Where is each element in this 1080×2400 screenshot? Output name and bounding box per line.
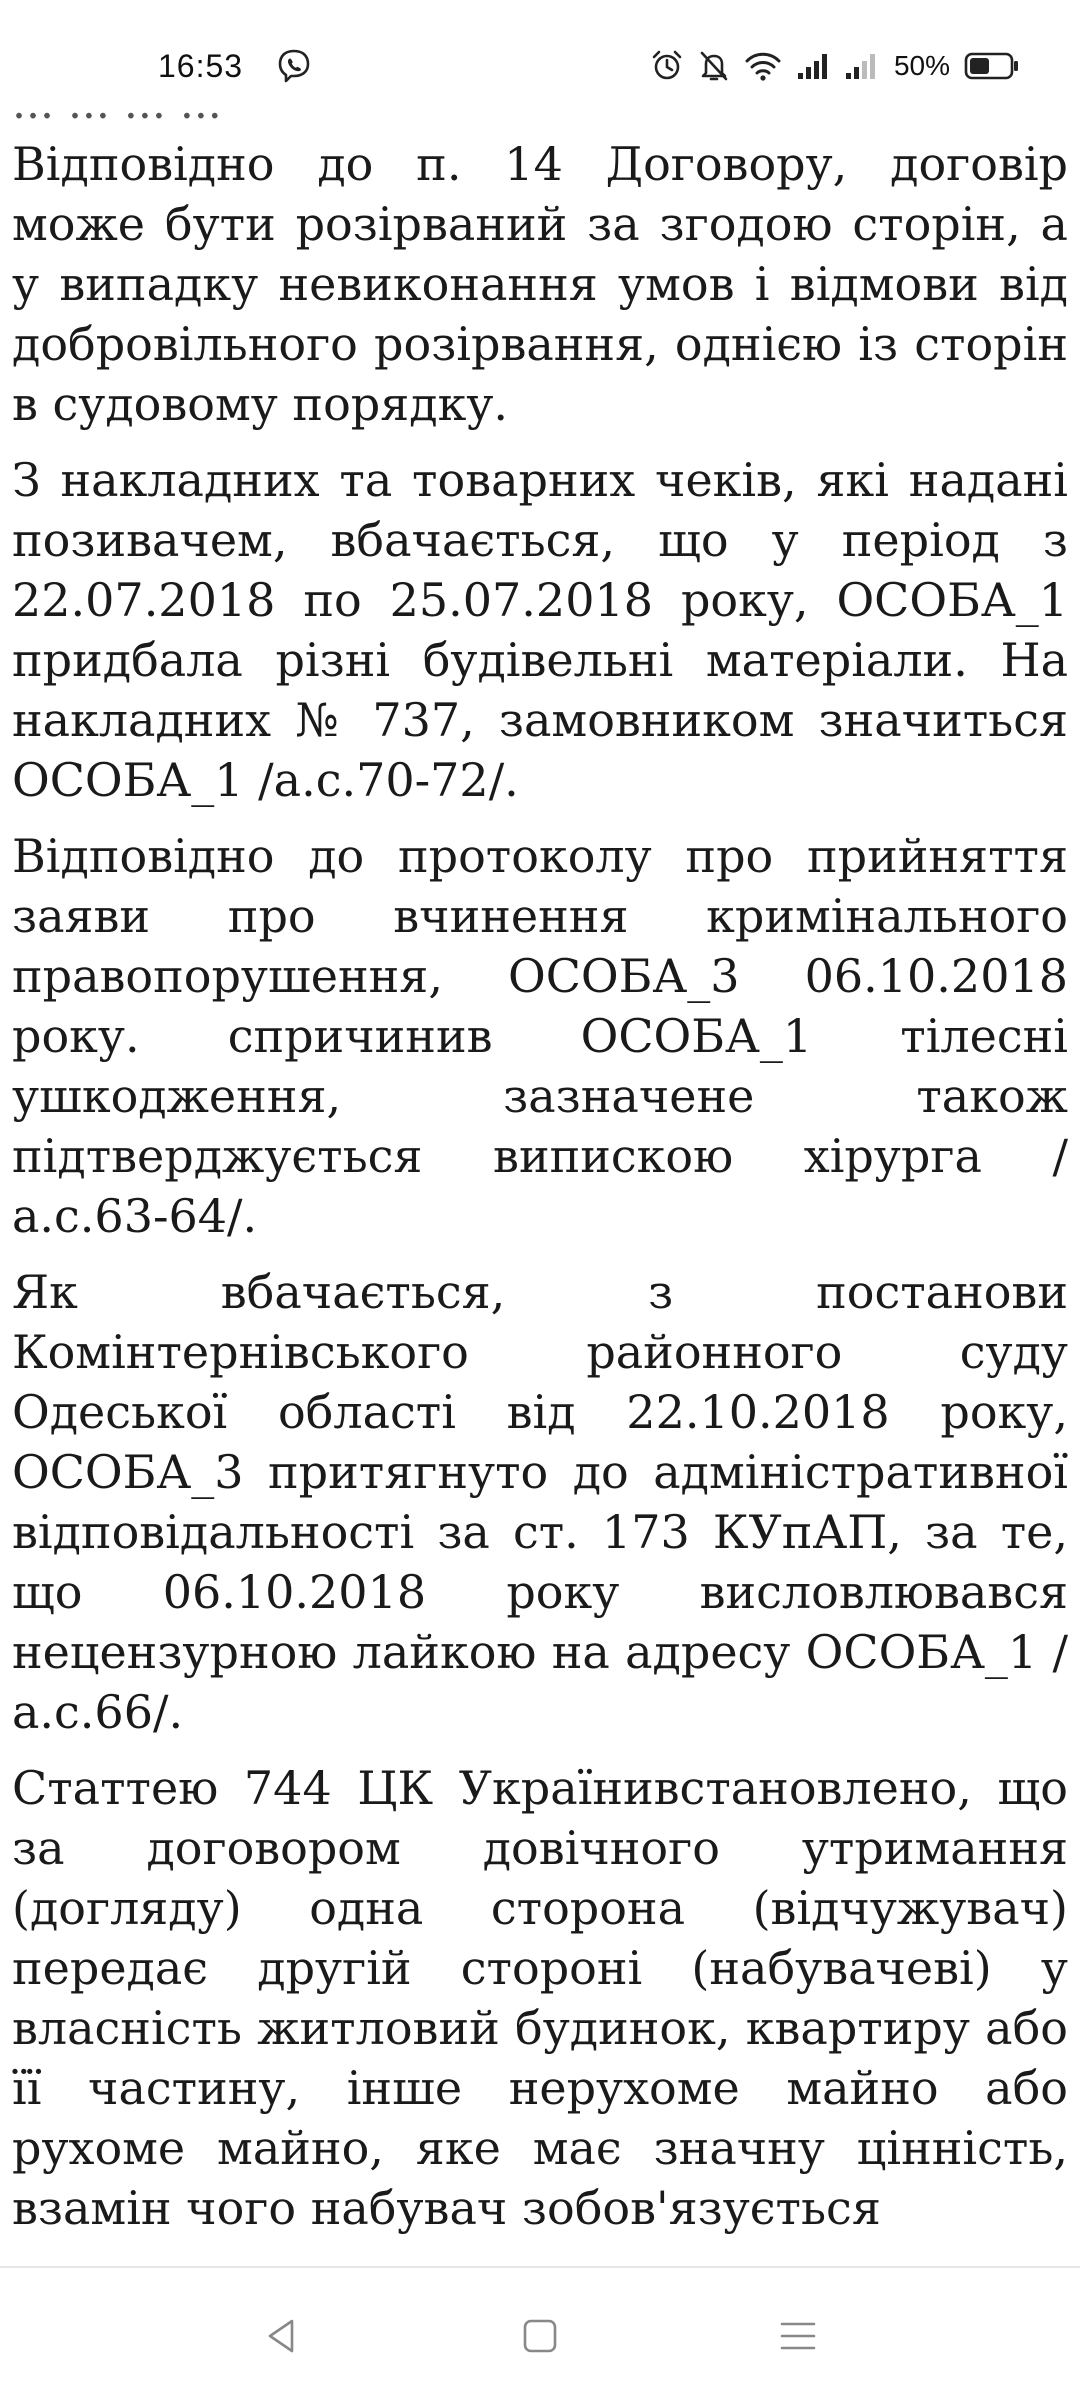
status-time: 16:53 (158, 48, 244, 84)
paragraph-protocol: Відповідно до протоколу про прийняття заяви про вчинення кримінального правопорушення, ОСОБА_3 06.10.2018 року. спричинив ОСОБА_1 тілесні ушкодження, зазначене також підтверджується випискою хірурга / а.с.63-64/. (12, 829, 1068, 1243)
home-button[interactable] (512, 2308, 568, 2364)
signal-icon (796, 51, 830, 81)
navigation-bar (0, 2268, 1080, 2400)
wifi-icon (744, 50, 782, 82)
status-icons (650, 46, 1020, 86)
paragraph-court-resolution: Як вбачається, з постанови Комінтернівського районного суду Одеської області від 22.10.2018 року, ОСОБА_3 притягнуто до адміністративної відповідальності за ст. 173 КУпАП, за те, що 06.10.2018 року висловлювався нецензурною лайкою на адресу ОСОБА_1 /а.с.66/. (12, 1265, 1068, 1739)
paragraph-termination: Відповідно до п. 14 Договору, договір може бути розірваний за згодою сторін, а у випадку невиконання умов і відмови від добровільного розірвання, однією із сторін в судовому порядку. (12, 137, 1068, 431)
back-button[interactable] (254, 2308, 310, 2364)
cut-off-text: ... ... ... ... (12, 78, 222, 129)
signal-icon-2 (844, 51, 878, 81)
battery-icon (964, 51, 1020, 81)
document-content[interactable] (12, 78, 1068, 2260)
recent-apps-button[interactable] (770, 2308, 826, 2364)
paragraph-invoices: З накладних та товарних чеків, які надані позивачем, вбачається, що у період з 22.07.2018 по 25.07.2018 року, ОСОБА_1 придбала різні будівельні матеріали. На накладних № 737, замовником значиться ОСОБА_1 /а.с.70-72/. (12, 453, 1068, 807)
menu-icon (778, 2316, 818, 2356)
cut-off-previous-line (12, 78, 1068, 134)
paragraph-civil-code: Статтею 744 ЦК Українивстановлено, що за договором довічного утримання (догляду) одна сторона (відчужувач) передає другій стороні (набувачеві) у власність житловий будинок, квартиру або її частину, інше нерухоме майно або рухоме майно, яке має значну цінність, взамін чого набувач зобов'язується (12, 1761, 1068, 2235)
viber-icon (276, 48, 312, 84)
home-icon (520, 2316, 560, 2356)
mute-icon (698, 49, 730, 83)
back-icon (262, 2316, 302, 2356)
battery-percent: 50% (893, 50, 950, 81)
alarm-icon (650, 49, 684, 83)
